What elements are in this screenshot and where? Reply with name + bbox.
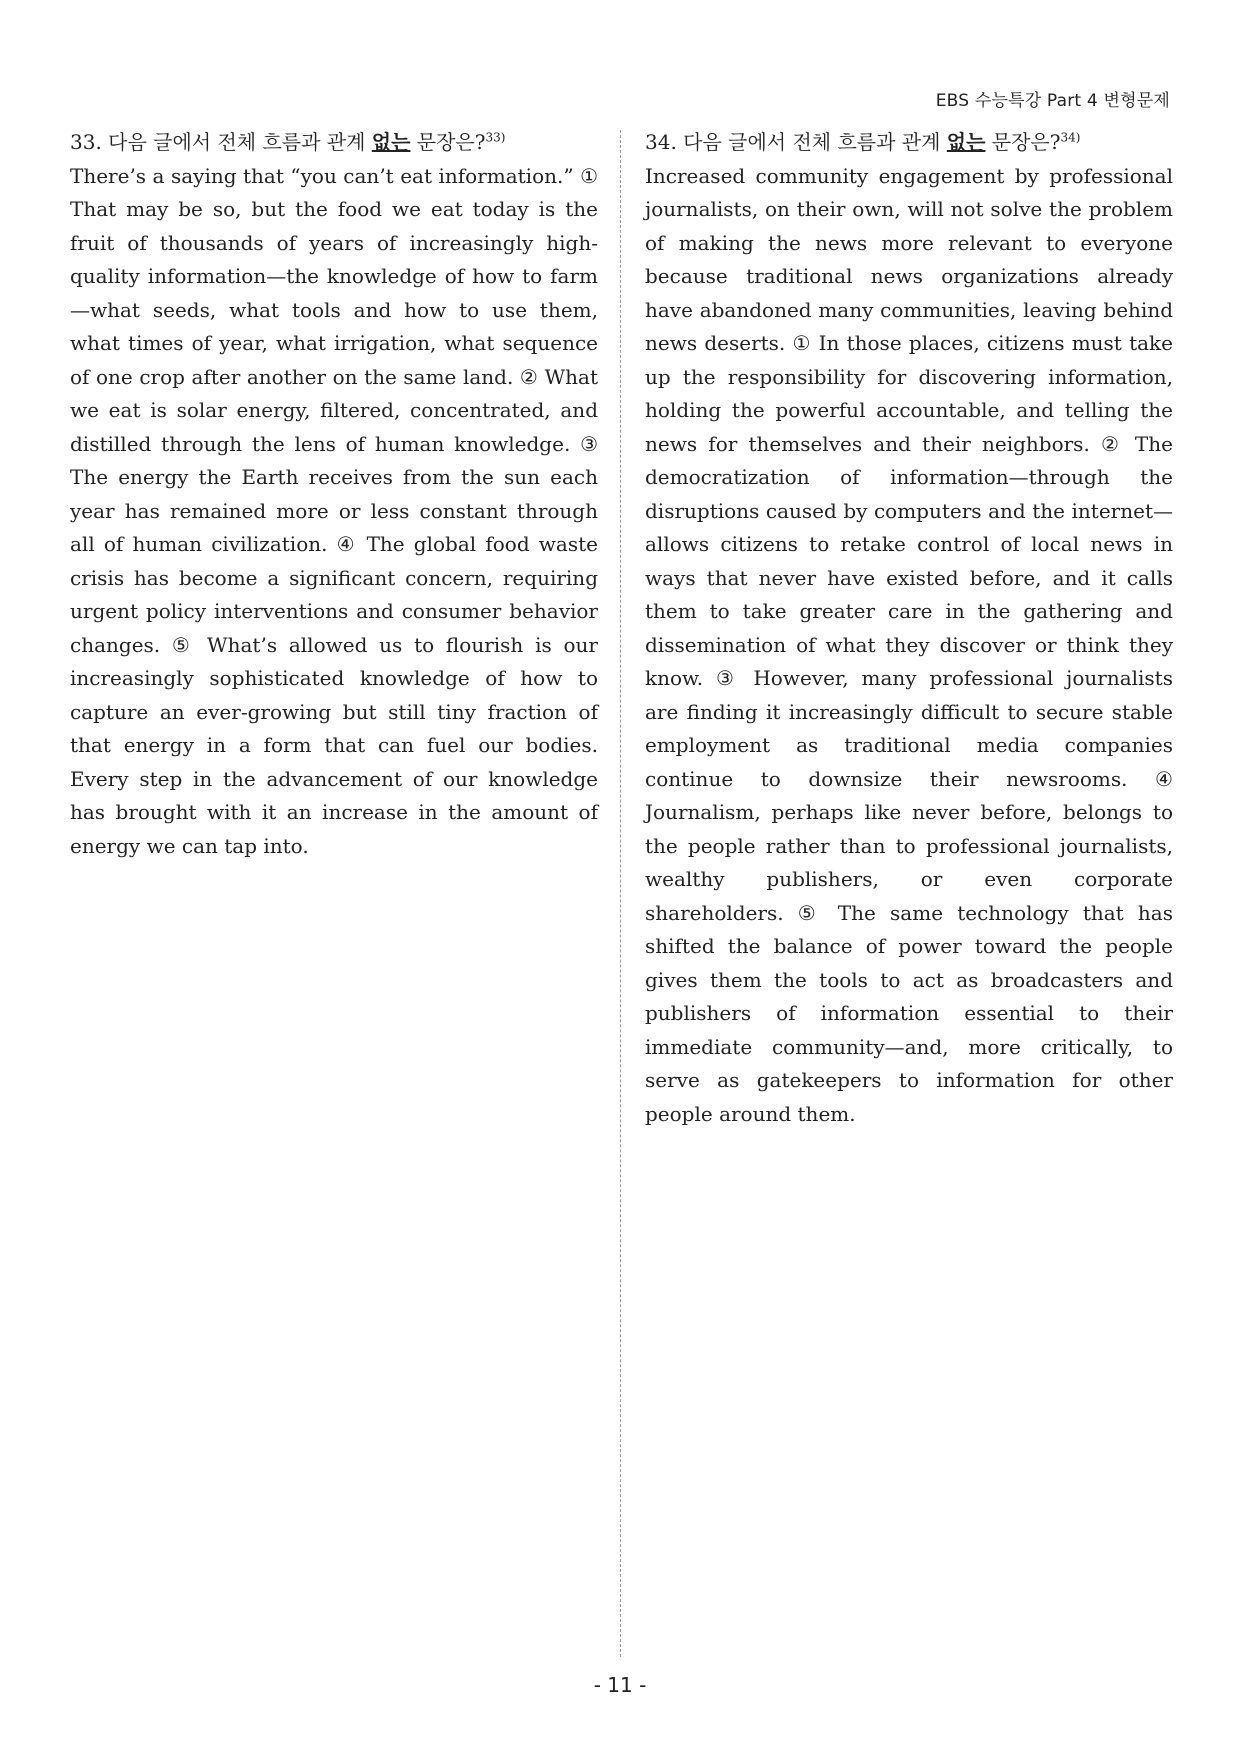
- question-34-suffix: 문장은?: [985, 130, 1061, 154]
- question-33-passage: There’s a saying that “you can’t eat information.” ① That may be so, but the food we eat today is the fruit of thousands of years of increasingly high-quality information—the knowledge of how to farm—what seeds, what tools and how to use them, what times of year, what irrigation, what sequence of one crop after another on the same land. ② What we eat is solar energy, filtered, concentrated, and distilled through the lens of human knowledge. ③ The energy the Earth receives from the sun each year has remained more or less constant through all of human civilization. ④ The global food waste crisis has become a significant concern, requiring urgent policy interventions and consumer behavior changes. ⑤ What’s allowed us to flourish is our increasingly sophisticated knowledge of how to capture an ever-growing but still tiny fraction of that energy in a form that can fuel our bodies. Every step in the advancement of our knowledge has brought with it an increase in the amount of energy we can tap into.: [70, 163, 598, 858]
- running-header: EBS 수능특강 Part 4 변형문제: [935, 91, 1170, 111]
- question-34-prefix: 34. 다음 글에서 전체 흐름과 관계: [645, 130, 947, 154]
- question-33-negation: 없는: [371, 130, 411, 154]
- question-34-footnote: 34): [1060, 130, 1081, 145]
- question-33: [70, 126, 598, 863]
- question-34: [645, 126, 1173, 1131]
- question-33-footnote: 33): [485, 130, 506, 145]
- question-33-suffix: 문장은?: [410, 130, 486, 154]
- question-33-prefix: 33. 다음 글에서 전체 흐름과 관계: [70, 130, 372, 154]
- page-number: - 11 -: [593, 1673, 647, 1697]
- question-34-passage: Increased community engagement by professional journalists, on their own, will not solve the problem of making the news more relevant to everyone because traditional news organizations already have abandoned many communities, leaving behind news deserts. ① In those places, citizens must take up the responsibility for discovering information, holding the powerful accountable, and telling the news for themselves and their neighbors. ② The democratization of information—through the disruptions caused by computers and the internet—allows citizens to retake control of local news in ways that never have existed before, and it calls them to take greater care in the gathering and dissemination of what they discover or think they know. ③ However, many professional journalists are finding it increasingly difficult to secure stable employment as traditional media companies continue to downsize their newsrooms. ④ Journalism, perhaps like never before, belongs to the people rather than to professional journalists, wealthy publishers, or even corporate shareholders. ⑤ The same technology that has shifted the balance of power toward the people gives them the tools to act as broadcasters and publishers of information essential to their immediate community—and, more critically, to serve as gatekeepers to information for other people around them.: [645, 163, 1173, 1126]
- question-34-negation: 없는: [946, 130, 986, 154]
- question-33-header: [70, 126, 598, 160]
- question-34-header: [645, 126, 1173, 160]
- column-divider: [620, 130, 621, 1657]
